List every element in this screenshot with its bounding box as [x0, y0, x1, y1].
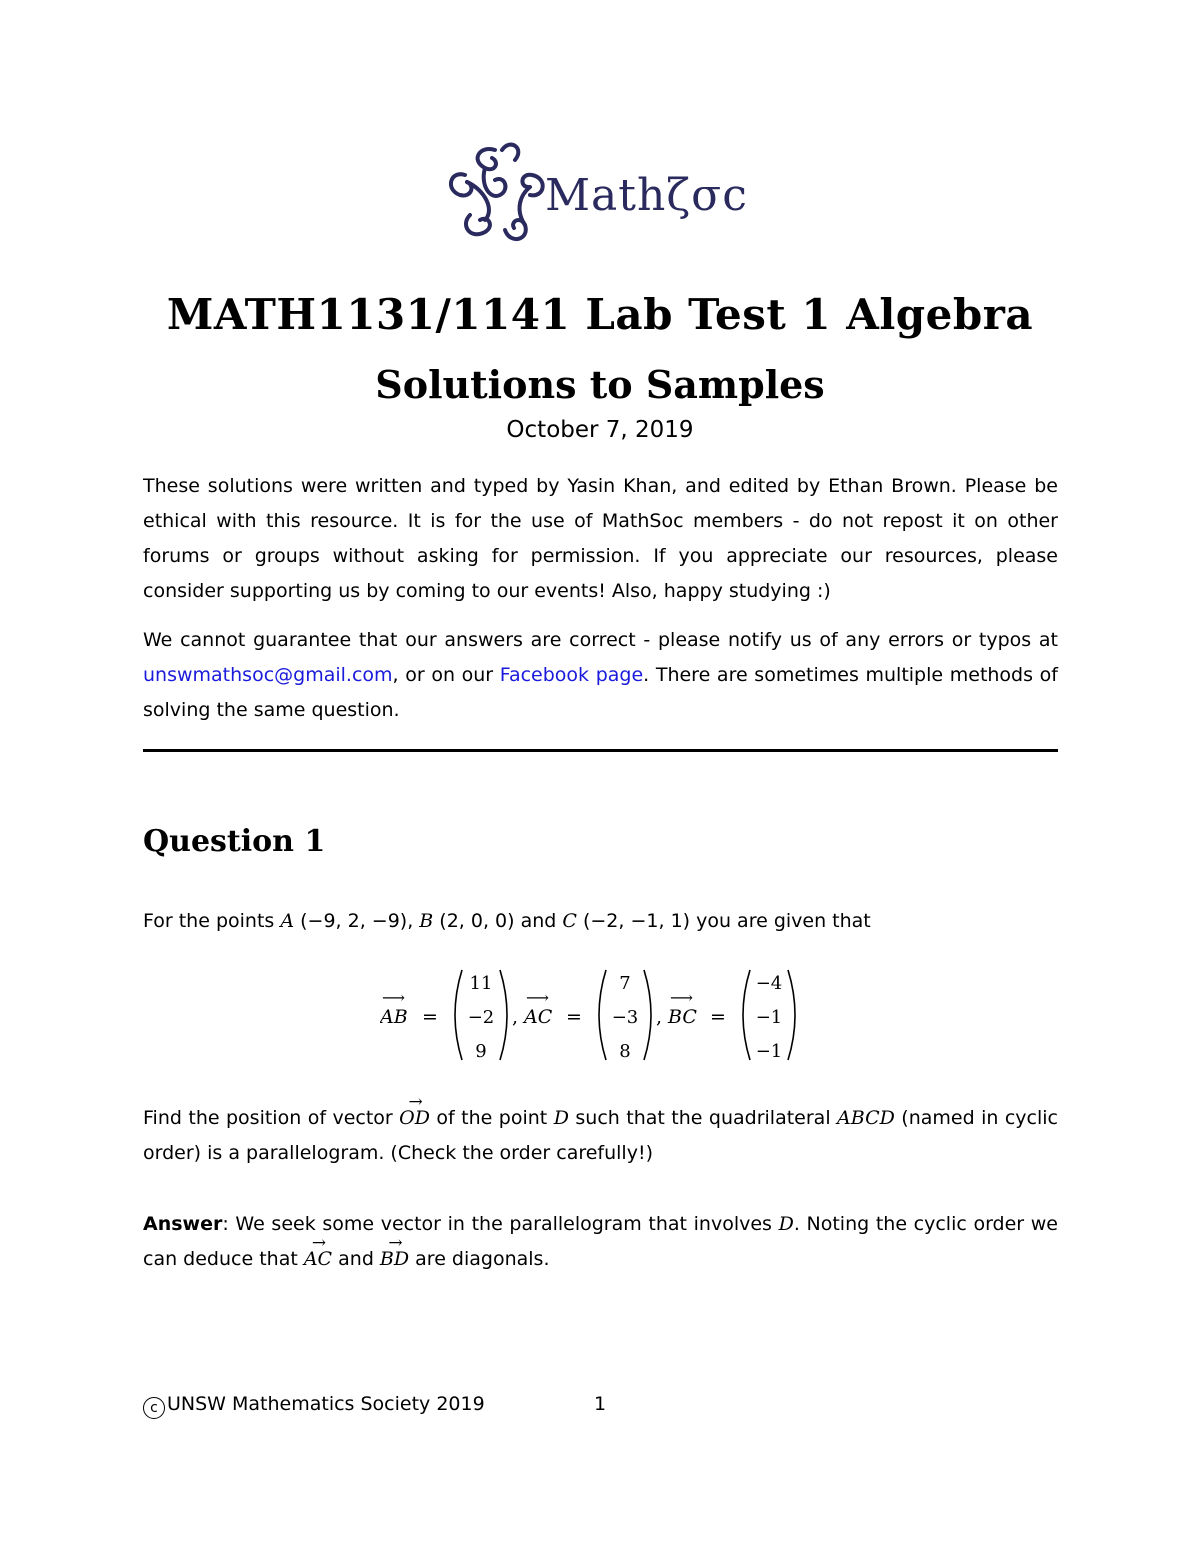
comma: ,	[512, 1006, 519, 1028]
vector-od: → OD	[399, 1101, 430, 1136]
document-title: MATH1131/1141 Lab Test 1 Algebra	[166, 290, 1034, 339]
logo-wordmark: Mathζσc	[545, 170, 748, 221]
vector-arrow: ⟶	[526, 988, 549, 1007]
answer-text: Answer: We seek some vector in the parallelogram that involves D. Noting the cyclic order we can deduce that → AC and → BD are diagonals.	[143, 1207, 1058, 1277]
vector-arrow: ⟶	[382, 988, 405, 1007]
document-date: October 7, 2019	[506, 417, 694, 443]
equals-sign: =	[710, 1006, 726, 1028]
answer-label: Answer	[143, 1213, 223, 1235]
vector-entry: 9	[475, 1041, 487, 1062]
page-number: 1	[594, 1393, 607, 1415]
equals-sign: =	[566, 1006, 582, 1028]
vector-name-bc: BC	[668, 1006, 697, 1028]
document-subtitle: Solutions to Samples	[375, 362, 825, 407]
left-paren	[455, 970, 462, 1060]
email-link[interactable]: unswmathsoc@gmail.com	[143, 664, 393, 686]
right-paren	[788, 970, 795, 1060]
left-paren	[743, 970, 750, 1060]
vector-entry: −2	[467, 1007, 495, 1028]
vector-name-ac: AC	[524, 1006, 553, 1028]
vector-entry: −4	[755, 973, 783, 994]
facebook-link[interactable]: Facebook page	[499, 664, 644, 686]
vector-entry: −1	[755, 1007, 783, 1028]
intro-paragraph-1: These solutions were written and typed by Yasin Khan, and edited by Ethan Brown. Please be ethical with this resource. It is for the use of MathSoc members - do not repost it on other forums or groups without asking for permission. If you appreciate our resources, please consider supporting us by coming to our events! Also, happy studying :)	[143, 475, 1058, 602]
vector-entry: −3	[611, 1007, 639, 1028]
vector-equations	[380, 965, 820, 1065]
vector-entry: 7	[619, 973, 631, 994]
comma: ,	[656, 1006, 663, 1028]
vector-bd: → BD	[380, 1242, 409, 1277]
vector-entry: 11	[469, 973, 493, 994]
vector-entry: 8	[619, 1041, 631, 1062]
intro-paragraph-2: We cannot guarantee that our answers are correct - please notify us of any errors or typos at unswmathsoc@gmail.com, or on our Facebook page. There are sometimes multiple methods of solving the same question.	[143, 629, 1058, 721]
question-given: For the points A (−9, 2, −9), B (2, 0, 0) and C (−2, −1, 1) you are given that	[143, 910, 871, 932]
copyright-icon: c	[143, 1397, 165, 1419]
vector-entry: −1	[755, 1041, 783, 1062]
vector-ac: → AC	[304, 1242, 332, 1277]
equals-sign: =	[422, 1006, 438, 1028]
question-prompt: Find the position of vector → OD of the point D such that the quadrilateral ABCD (named in cyclic order) is a parallelogram. (Check the order carefully!)	[143, 1101, 1058, 1171]
footer-copyright: c UNSW Mathematics Society 2019	[143, 1393, 485, 1419]
right-paren	[500, 970, 507, 1060]
question-heading: Question 1	[143, 824, 326, 859]
left-paren	[599, 970, 606, 1060]
section-divider	[143, 749, 1058, 752]
vector-name-ab: AB	[380, 1006, 408, 1028]
vector-arrow: ⟶	[670, 988, 693, 1007]
right-paren	[644, 970, 651, 1060]
